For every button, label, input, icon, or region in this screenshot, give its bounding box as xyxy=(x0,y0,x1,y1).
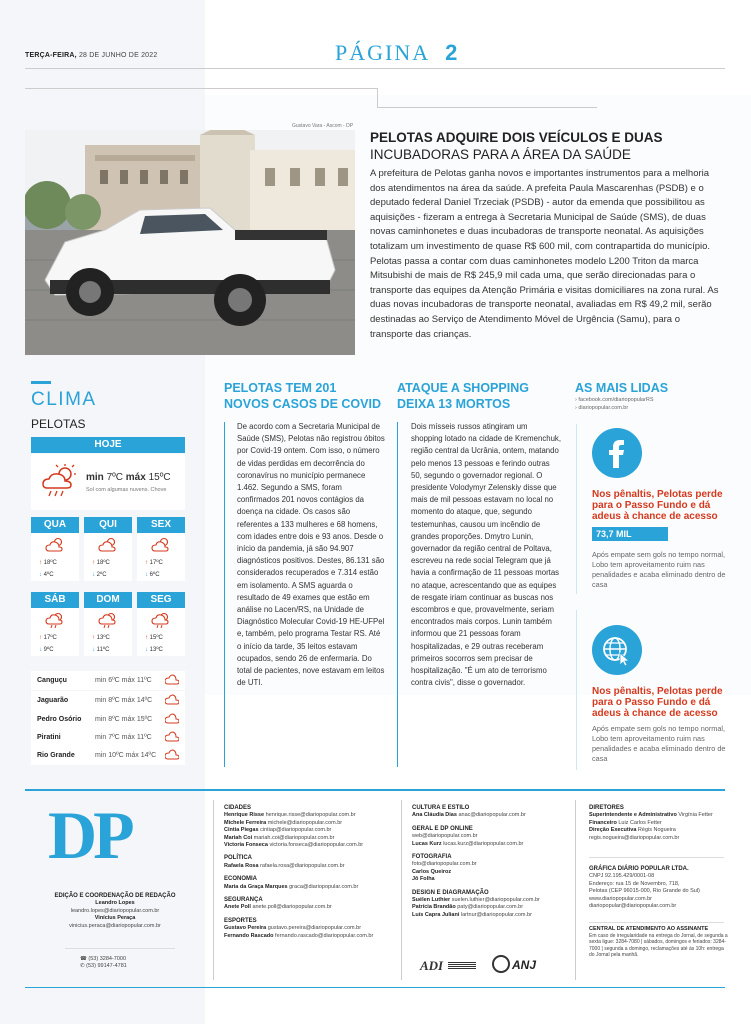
header-rule-4 xyxy=(377,107,597,108)
section-title: DESIGN E DIAGRAMAÇÃO xyxy=(412,889,489,896)
grafica-line: diariopopular@diariopopular.com.br xyxy=(589,903,677,910)
staff-name: Cintia Piegas xyxy=(224,827,259,834)
grafica-line: CNPJ 92.195.429/0001-08 xyxy=(589,873,655,880)
staff-line xyxy=(224,904,399,911)
forecast-max-value: 17ºC xyxy=(149,560,163,566)
staff-name: Michele Ferreira xyxy=(224,819,267,826)
section-email: web@diariopopular.com.br xyxy=(412,833,478,840)
header-rule xyxy=(25,68,725,69)
forecast-min: ↓ 4ºC xyxy=(39,572,54,578)
sun-cloud-rain-icon xyxy=(41,464,81,498)
footer-mini-rule xyxy=(589,857,724,858)
whatsapp-line xyxy=(80,963,127,970)
forecast-max: ↑ 13ºC xyxy=(92,635,110,641)
staff-email: graca@diariopopular.com.br xyxy=(289,883,359,890)
staff-line xyxy=(224,820,399,827)
mais-lidas-summary: Após empate sem gols no tempo normal, Lobo tem aproveitamento ruim nas penalidades e acaba eliminado dentro de casa xyxy=(592,550,726,589)
views-badge: 73,7 MIL xyxy=(592,527,668,541)
whatsapp-icon: ✆ xyxy=(80,963,85,970)
footer-divider xyxy=(575,800,576,980)
staff-line xyxy=(224,827,399,834)
phone-number: (53) 3284-7000 xyxy=(88,956,127,962)
staff-name: Gustavo Pereira xyxy=(224,925,267,932)
forecast-max-value: 15ºC xyxy=(149,635,163,641)
covid-headline xyxy=(224,380,394,412)
forecast-max-value: 17ºC xyxy=(43,635,57,641)
forecast-max: ↑ 17ºC xyxy=(145,560,163,566)
city-range: min 8ºC máx 15ºC xyxy=(95,716,153,723)
lead-headline-line1: PELOTAS ADQUIRE DOIS VEÍCULOS E DUAS xyxy=(370,130,663,145)
forecast-min: ↓ 6ºC xyxy=(145,572,160,578)
staff-line xyxy=(224,884,399,891)
section-email: foto@diariopopular.com.br xyxy=(412,861,477,868)
staff-name: Jô Folha xyxy=(412,876,435,883)
forecast-max: ↑ 17ºC xyxy=(39,635,57,641)
grafica-info xyxy=(589,866,729,910)
ataque-headline-line1: ATAQUE A SHOPPING xyxy=(397,381,529,395)
staff-line xyxy=(224,863,399,870)
staff-email: michele@diariopopular.com.br xyxy=(267,819,343,826)
staff-name: Luís Capra Juliani xyxy=(412,911,460,918)
city-name: Pedro Osório xyxy=(37,716,82,723)
today-min: 7ºC xyxy=(106,472,123,483)
forecast-day-label: QUI xyxy=(84,517,132,533)
edicao-title: EDIÇÃO E COORDENAÇÃO DE REDAÇÃO xyxy=(54,893,176,899)
staff-line xyxy=(412,904,572,911)
forecast-day-label: DOM xyxy=(84,592,132,608)
city-forecast-row xyxy=(31,710,185,729)
ataque-headline-line2: DEIXA 13 MORTOS xyxy=(397,397,511,411)
city-range: min 10ºC máx 14ºC xyxy=(95,752,157,759)
lead-photo xyxy=(25,130,355,355)
forecast-day xyxy=(137,517,185,581)
staff-email: lucas.kurz@diariopopular.com.br xyxy=(443,840,524,847)
footer-rule-bottom xyxy=(25,987,725,988)
director-name: Virgínia Fetter xyxy=(678,812,713,819)
forecast-min-value: 11ºC xyxy=(96,647,110,653)
section-title: GERAL E DP ONLINE xyxy=(412,825,473,832)
cloud-icon xyxy=(165,731,179,743)
forecast-day-label: SEG xyxy=(137,592,185,608)
cloud-icon xyxy=(165,749,179,761)
mais-lidas-title: AS MAIS LIDAS xyxy=(575,381,669,395)
mais-lidas-bar xyxy=(576,424,577,594)
mais-lidas-bar-2 xyxy=(576,610,577,770)
forecast-min: ↓ 11ºC xyxy=(92,647,110,653)
forecast-day xyxy=(31,592,79,656)
staff-email: anete.poll@diariopopular.com.br xyxy=(252,904,332,911)
section-title: GRÁFICA DIÁRIO POPULAR LTDA. xyxy=(589,866,689,872)
forecast-day-label: SEX xyxy=(137,517,185,533)
lead-body-text: A prefeitura de Pelotas ganha novos e importantes instrumentos para a melhoria dos atendimentos na área da saúde. A prefeita Paula Mascarenhas (PSDB) e o deputado federal Daniel Trzeciak (PSDB) - autor da emenda que possibilitou as aquisições - fizeram a entrega à Secretaria Municipal de Saúde (SMS), de duas novas caminhonetes e duas incubadoras de transporte neonatal. As aquisições totalizam um investimento de quase R$ 600 mil, com contrapartida do município. Pelotas passa a contar com duas caminhonetes modelo L200 Triton da marca Mitsubishi de mais de R$ 245,9 mil cada uma, que serão direcionadas para o transporte das equipes da Atenção Primária e visitas domiciliares na zona rural. As duas novas incubadoras de transporte neonatal, avaliadas em R$ 49,2 mil, serão destinadas ao Serviço de Atendimento Móvel de Urgência (Samu), para o transporte das crianças. xyxy=(370,168,719,340)
director-role: Superintendente e Administrativo xyxy=(589,812,677,819)
forecast-day xyxy=(84,592,132,656)
forecast-day xyxy=(31,517,79,581)
forecast-day-label: QUA xyxy=(31,517,79,533)
forecast-max-value: 18ºC xyxy=(43,560,57,566)
city-name: Piratini xyxy=(37,734,61,741)
phone-icon: ☎ xyxy=(80,956,87,962)
staff-name: Henrique Risse xyxy=(224,812,265,819)
staff-name: Mariah Coi xyxy=(224,834,253,841)
section-title: POLÍTICA xyxy=(224,855,252,862)
director-role: Financeiro xyxy=(589,819,617,826)
cloud-icon xyxy=(165,694,179,706)
director-name: Régis Nogueira xyxy=(637,827,676,834)
city-forecast-row xyxy=(31,728,185,747)
footer-mini-rule xyxy=(589,922,724,923)
adi-logo-stripes xyxy=(448,962,476,970)
city-name: Jaguarão xyxy=(37,697,69,704)
staff-email: gustavo.pereira@diariopopular.com.br xyxy=(267,925,362,932)
city-forecast-row xyxy=(31,746,185,765)
city-range: min 8ºC máx 14ºC xyxy=(95,697,153,704)
sun-cloud-rain-icon xyxy=(98,612,118,628)
director-line xyxy=(589,827,729,834)
staff-name: Anete Poll xyxy=(224,904,251,911)
forecast-min-value: 9ºC xyxy=(43,647,54,653)
staff-column-1 xyxy=(224,805,399,940)
facebook-glyph xyxy=(592,428,642,478)
grafica-line: Pelotas (CEP 96015-000, Rio Grande do Sul) xyxy=(589,888,700,895)
forecast-min: ↓ 9ºC xyxy=(39,647,54,653)
covid-body-text: De acordo com a Secretaria Municipal de Saúde (SMS), Pelotas não registrou óbitos por Covid-19 ontem. Com isso, o número de vidas perdidas em decorrência do coronavírus no município permanece 1.462. Segundo a SMS, foram confirmados 201 novos contágios da doença na cidade. Os casos são referentes a 133 mulheres e 68 homens, com idades entre dois e 93 anos. Desde o início da pandemia, já são 94.907 diagnósticos positivos. Destes, 86.131 são considerados recuperados e 7.314 estão em isolamento. A SMS aguarda o resultado de 49 exames que estão em análise no Lacen/RS, na Unidade de Diagnóstico Molecular Covid-19 HE-UFPel e, também, pelo programa Testar RS. Até o início da tarde, 35 leitos estavam ocupados, sendo 26 de enfermaria. Do total de pacientes, nove estavam em leitos de UTI. xyxy=(237,422,385,688)
lead-headline xyxy=(370,129,710,163)
forecast-day xyxy=(84,517,132,581)
forecast-max: ↑ 18ºC xyxy=(39,560,57,566)
staff-email: victoria.fonseca@diariopopular.com.br xyxy=(269,842,364,849)
staff-name: Victoria Fonseca xyxy=(224,842,268,849)
page-number-label xyxy=(335,40,457,66)
staff-name: Patrícia Brandão xyxy=(412,904,456,911)
staff-email: henrique.risse@diariopopular.com.br xyxy=(265,812,356,819)
forecast-max: ↑ 15ºC xyxy=(145,635,163,641)
ataque-body-text: Dois mísseis russos atingiram um shopping lotado na cidade de Kremenchuk, região central da Ucrânia, ontem, matando pelo menos 13 pessoas e ferindo outras 50, segundo o governador regional. O presidente Volodymyr Zelenskiy disse que mais de mil pessoas estavam no local no momento do ataque, que, segundo testemunhas, causou um incêndio de grandes proporções. Dmytro Lunin, governador da região central de Poltava, escreveu na rede social Telegram que já havia a confirmação de 11 pessoas mortas no ataque, acrescentando que as equipes de resgate iriam continuar as buscas nos escombros e que, provavelmente, seriam encontrados mais corpos. Lunin também informou que 21 pessoas foram hospitalizadas, e 29 outras receberam primeiros socorros sem precisar de hospitalização. "É um ato de terrorismo contra civis", disse o governador. xyxy=(411,422,561,688)
cloud-icon xyxy=(165,674,179,686)
section-title: CULTURA E ESTILO xyxy=(412,805,470,811)
staff-email: cintiap@diariopopular.com.br xyxy=(260,827,332,834)
central-atendimento xyxy=(589,926,729,959)
staff-name: Suélen Luthier xyxy=(412,897,451,904)
pickup-truck-photo xyxy=(25,130,355,355)
page-word: PÁGINA xyxy=(335,40,431,65)
mais-lidas-headline[interactable]: Nos pênaltis, Pelotas perde para o Passo Fundo e dá adeus à chance de acesso xyxy=(592,686,723,719)
director-email: regis.nogueira@diariopopular.com.br xyxy=(589,834,680,841)
sun-cloud-icon xyxy=(45,537,65,553)
today-label: HOJE xyxy=(31,437,185,453)
grafica-line: Endereço: rua 15 de Novembro, 718, xyxy=(589,880,680,887)
staff-line xyxy=(224,835,399,842)
today-temps xyxy=(86,472,171,483)
anj-logo-mark xyxy=(492,955,510,973)
weekday: TERÇA-FEIRA, xyxy=(25,52,77,59)
section-title: ESPORTES xyxy=(224,917,257,924)
staff-name: Rafaela Rosa xyxy=(224,862,259,869)
mais-lidas-headline[interactable]: Nos pênaltis, Pelotas perde para o Passo Fundo e dá adeus à chance de acesso xyxy=(592,489,723,522)
sun-cloud-rain-icon xyxy=(45,612,65,628)
ataque-headline xyxy=(397,380,567,412)
globe-cursor-glyph xyxy=(592,625,642,675)
staff-name: Fernando Rascado xyxy=(224,932,274,939)
page-date xyxy=(25,52,157,59)
mais-lidas-summary: Após empate sem gols no tempo normal, Lobo tem aproveitamento ruim nas penalidades e acaba eliminado dentro de casa xyxy=(592,724,726,763)
staff-line xyxy=(412,912,572,919)
cloud-icon xyxy=(165,713,179,725)
whatsapp-number: (53) 99147-4781 xyxy=(86,963,127,970)
forecast-min-value: 2ºC xyxy=(96,572,107,578)
section-title: FOTOGRAFIA xyxy=(412,854,452,861)
staff-name: Ana Cláudia Dias xyxy=(412,812,457,819)
facebook-link[interactable]: › facebook.com/diariopopularRS xyxy=(575,397,654,403)
ataque-column-bar xyxy=(397,422,398,767)
editorial-coordination xyxy=(40,893,190,930)
covid-headline-line1: PELOTAS TEM 201 xyxy=(224,381,337,395)
footer-mini-rule xyxy=(65,948,175,949)
staff-column-2 xyxy=(412,805,572,919)
staff-name: Carlos Queiroz xyxy=(412,868,452,875)
staff-email: paty@diariopopular.com.br xyxy=(457,904,524,911)
edicao-name: Vinícius Peraça xyxy=(94,915,136,922)
staff-line xyxy=(412,841,572,848)
anj-logo: ANJ xyxy=(512,958,537,972)
city-range: min 6ºC máx 11ºC xyxy=(95,677,152,684)
section-title: CENTRAL DE ATENDIMENTO AO ASSINANTE xyxy=(589,926,709,932)
director-line xyxy=(589,820,729,827)
page-number: 2 xyxy=(445,40,458,65)
city-name: Canguçu xyxy=(37,677,67,684)
contact-phones xyxy=(80,956,127,971)
forecast-day-label: SÁB xyxy=(31,592,79,608)
director-role: Direção Executiva xyxy=(589,827,637,834)
forecast-max-value: 13ºC xyxy=(96,635,110,641)
central-text: Em caso de irregularidade na entrega do Jornal, de segunda a sexta ligue: 3284-7080 | sábados, domingos e feriados: 3284-7000 | segunda a domingo, reclamações até às 10h: entrega do Jornal pela manhã. xyxy=(589,932,728,959)
director-line xyxy=(589,812,729,819)
city-forecast-row xyxy=(31,691,185,710)
clima-title: CLIMA xyxy=(31,389,97,410)
forecast-min: ↓ 13ºC xyxy=(145,647,163,653)
staff-line xyxy=(224,812,399,819)
sun-cloud-icon xyxy=(98,537,118,553)
adi-logo: ADI xyxy=(420,958,444,973)
forecast-min-value: 6ºC xyxy=(149,572,160,578)
grafica-line: www.diariopopular.com.br xyxy=(589,895,652,902)
photo-credit: Gustavo Vara - Ascom - DP xyxy=(292,123,354,129)
forecast-min-value: 13ºC xyxy=(149,647,163,653)
dp-logo: DP xyxy=(48,797,131,873)
site-link[interactable]: › diariopopular.com.br xyxy=(575,405,629,411)
forecast-day xyxy=(137,592,185,656)
staff-email: mariah.coi@diariopopular.com.br xyxy=(253,834,335,841)
city-name: Rio Grande xyxy=(37,752,75,759)
today-description: Sol com algumas nuvens. Chove xyxy=(86,487,167,493)
edicao-email: vinicius.peraca@diariopopular.com.br xyxy=(69,922,161,929)
staff-email: suelen.luthier@diariopopular.com.br xyxy=(451,897,540,904)
footer-divider xyxy=(401,800,402,980)
staff-email: lartnur@diariopopular.com.br xyxy=(460,911,532,918)
edicao-email: leandro.lopes@diariopopular.com.br xyxy=(70,907,160,914)
staff-line xyxy=(412,897,572,904)
staff-email: anac@diariopopular.com.br xyxy=(458,812,526,819)
section-title: ECONOMIA xyxy=(224,876,257,883)
director-name: Luiz Carlos Fetter xyxy=(618,819,662,826)
lead-headline-line2: INCUBADORAS PARA A ÁREA DA SAÚDE xyxy=(370,147,631,162)
clima-city: PELOTAS xyxy=(31,417,86,431)
diretores-column xyxy=(589,805,729,842)
staff-line xyxy=(224,925,399,932)
staff-line xyxy=(412,812,572,819)
staff-line xyxy=(224,933,399,940)
section-title: DIRETORES xyxy=(589,805,624,811)
edicao-name: Leandro Lopes xyxy=(95,900,135,907)
city-range: min 7ºC máx 11ºC xyxy=(95,734,152,741)
forecast-max-value: 18ºC xyxy=(96,560,110,566)
staff-email: fernando.rascado@diariopopular.com.br xyxy=(275,932,374,939)
staff-name: Lucas Kurz xyxy=(412,840,442,847)
date: 28 DE JUNHO DE 2022 xyxy=(78,52,158,59)
sun-cloud-icon xyxy=(151,537,171,553)
staff-email: rafaela.rosa@diariopopular.com.br xyxy=(260,862,345,869)
covid-headline-line2: NOVOS CASOS DE COVID xyxy=(224,397,381,411)
section-title: CIDADES xyxy=(224,805,252,811)
forecast-min-value: 4ºC xyxy=(43,572,54,578)
covid-column-bar xyxy=(224,422,225,767)
header-rule-3 xyxy=(377,88,378,108)
staff-line xyxy=(224,842,399,849)
forecast-min: ↓ 2ºC xyxy=(92,572,107,578)
forecast-max: ↑ 18ºC xyxy=(92,560,110,566)
footer-rule xyxy=(25,789,725,791)
staff-name: Maria da Graça Marques xyxy=(224,883,288,890)
clima-accent-bar xyxy=(31,381,51,384)
section-title: SEGURANÇA xyxy=(224,897,263,904)
globe-icon xyxy=(592,625,642,675)
facebook-icon xyxy=(592,428,642,478)
header-rule-2 xyxy=(25,88,377,89)
sun-cloud-rain-icon xyxy=(151,612,171,628)
city-forecast-row xyxy=(31,671,185,690)
footer-divider xyxy=(213,800,214,980)
today-max-label: máx xyxy=(125,472,146,483)
today-max: 15ºC xyxy=(148,472,171,483)
today-min-label: min xyxy=(86,472,104,483)
